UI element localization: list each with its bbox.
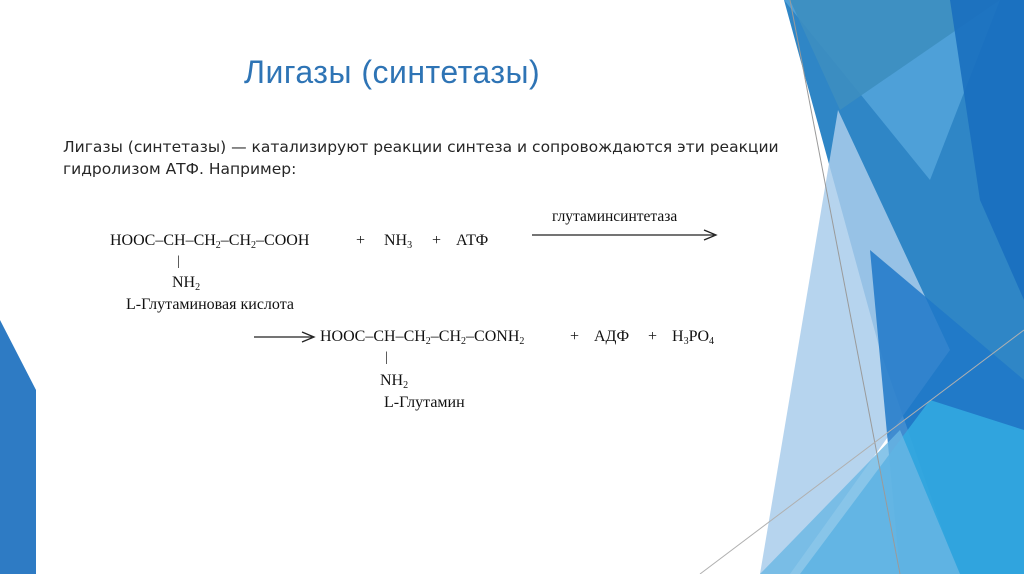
plus-4: +	[648, 328, 658, 345]
reaction-arrow-bottom	[252, 330, 318, 344]
plus-2: +	[432, 232, 442, 249]
atp: АТФ	[456, 232, 489, 249]
ammonia	[384, 232, 412, 250]
sub-4: 4	[709, 336, 715, 347]
sub-2: 2	[461, 336, 467, 347]
phosphoric-acid	[672, 328, 714, 346]
slide-title: Лигазы (синтетазы)	[244, 54, 541, 90]
reactant-part-3: –COOH	[256, 232, 310, 249]
sub-2: 2	[215, 240, 221, 251]
branch-bar-1: |	[177, 254, 180, 269]
reactant-formula	[110, 232, 309, 250]
amino-group-2	[380, 372, 408, 390]
po-text: PO	[688, 328, 710, 345]
enzyme-label: глутаминсинтетаза	[552, 208, 678, 225]
description-text: Лигазы (синтетазы) — катализируют реакции синтеза и сопровождаются эти реакции гидролизом АТФ. Например:	[63, 138, 779, 178]
nh3-text: NH	[384, 232, 408, 249]
deco-shape-left-edge	[0, 320, 36, 574]
reactant-part-2: –CH	[220, 232, 252, 249]
reaction-arrow-top	[530, 228, 720, 242]
product-name: L-Глутамин	[384, 394, 465, 411]
sub-3: 3	[407, 240, 413, 251]
plus-1: +	[356, 232, 366, 249]
nh2-text: NH	[380, 372, 404, 389]
product-part-1: HOOC–CH–CH	[320, 328, 426, 345]
branch-bar-2: |	[385, 350, 388, 365]
amino-group-1	[172, 274, 200, 292]
adp: АДФ	[594, 328, 630, 345]
plus-3: +	[570, 328, 580, 345]
h-text: H	[672, 328, 684, 345]
reactant-name: L-Глутаминовая кислота	[126, 296, 294, 313]
sub-2: 2	[251, 240, 257, 251]
product-part-2: –CH	[430, 328, 462, 345]
sub-2: 2	[425, 336, 431, 347]
sub-2: 2	[195, 282, 201, 293]
product-formula	[320, 328, 524, 346]
reactant-part-1: HOOC–CH–CH	[110, 232, 216, 249]
product-part-3: –CONH	[466, 328, 520, 345]
sub-2: 2	[403, 380, 409, 391]
sub-3: 3	[683, 336, 689, 347]
sub-2: 2	[519, 336, 525, 347]
nh2-text: NH	[172, 274, 196, 291]
